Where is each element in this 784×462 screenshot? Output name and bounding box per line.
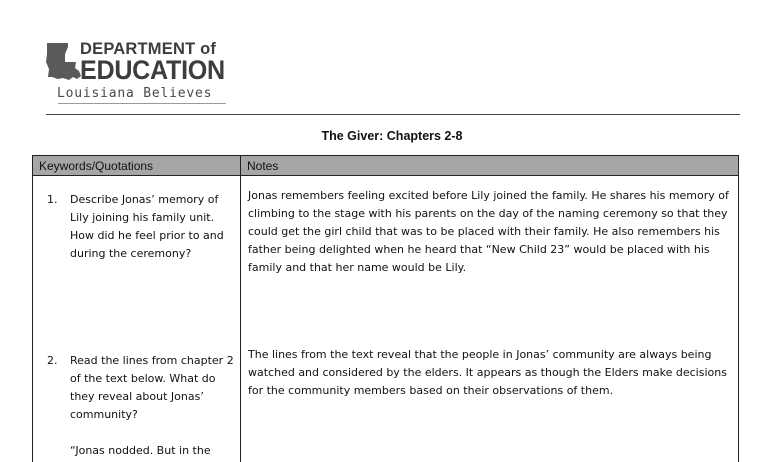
notes-cell: [241, 176, 739, 343]
logo: [46, 40, 226, 108]
quote-text: “Jonas nodded. But in the: [70, 444, 211, 457]
notes-table: [32, 155, 739, 462]
question-number: 2.: [47, 354, 58, 367]
question-cell: [33, 176, 241, 343]
department-line: DEPARTMENT of: [80, 40, 217, 58]
notes-cell: [241, 342, 739, 462]
question-text: Read the lines from chapter 2 of the text below. What do they reveal about Jonas’ community?: [70, 354, 234, 421]
tagline: Louisiana Believes: [57, 86, 213, 101]
question-text: Describe Jonas’ memory of Lily joining his family unit. How did he feel prior to and during the ceremony?: [70, 193, 224, 260]
document-title: The Giver: Chapters 2-8: [321, 129, 463, 143]
column-header-notes: Notes: [241, 156, 739, 176]
column-header-keywords: Keywords/Quotations: [33, 156, 241, 176]
notes-text: The lines from the text reveal that the people in Jonas’ community are always being watched and considered by the elders. It appears as though the Elders make decisions for the community members based on their observations of them.: [248, 348, 727, 397]
notes-text: Jonas remembers feeling excited before Lily joined the family. He shares his memory of climbing to the stage with his parents on the day of the naming ceremony so that they could get the girl child that was to be placed with their family. He also remembers his father being delighted when he heard that “New Child 23” would be placed with his family and that her name would be Lily.: [248, 189, 729, 274]
logo-divider: [58, 103, 226, 104]
table-row: [33, 176, 739, 343]
table-row: [33, 342, 739, 462]
question-number: 1.: [47, 193, 58, 206]
table-header-row: [33, 156, 739, 176]
louisiana-state-icon: [46, 42, 82, 82]
question-cell: [33, 342, 241, 462]
education-line: EDUCATION: [80, 55, 225, 85]
header-divider: [46, 114, 740, 115]
